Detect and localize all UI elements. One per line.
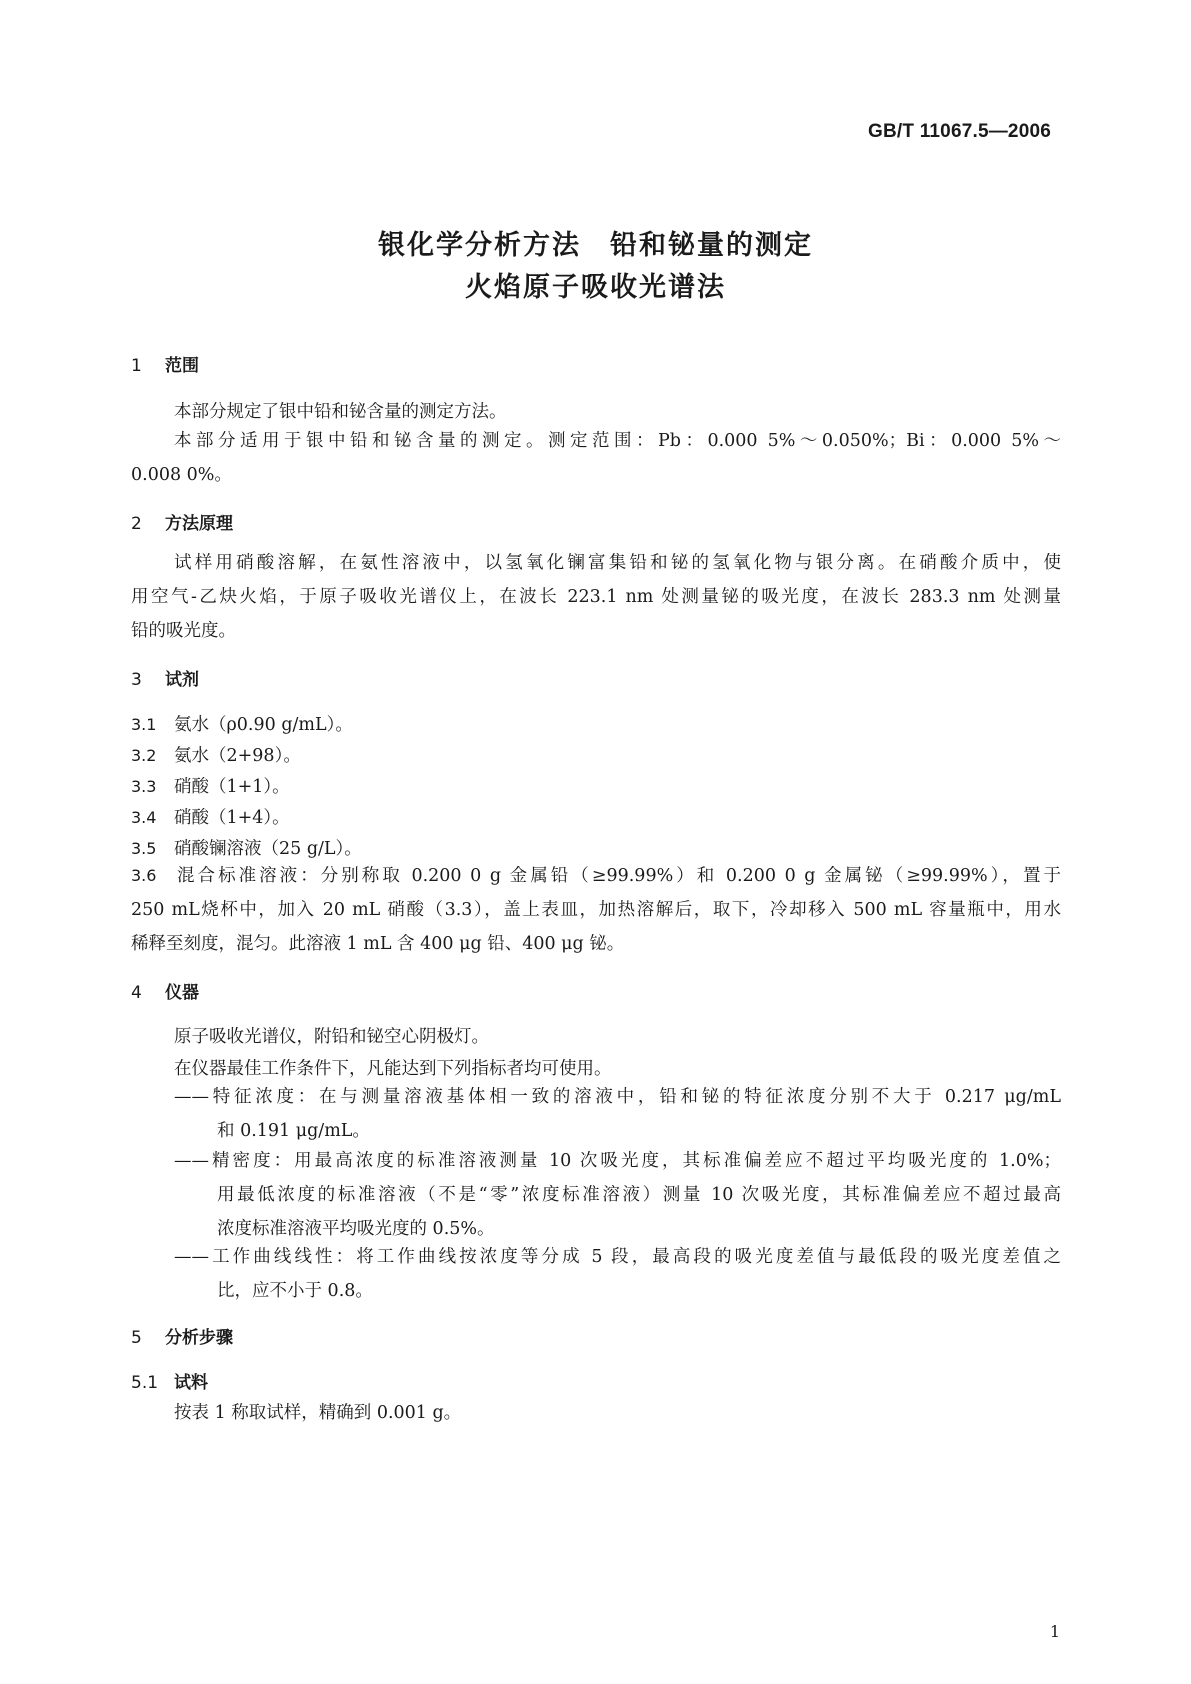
document-title-line1: 银化学分析方法 铅和铋量的测定 bbox=[378, 230, 813, 261]
indicator-precision bbox=[174, 1144, 1061, 1246]
paragraph-line: 用空气-乙炔火焰，于原子吸收光谱仪上，在波长 223.1 nm 处测量铋的吸光度，在波长 283.3 nm 处测量 bbox=[131, 587, 1061, 607]
page-number: 1 bbox=[1049, 1622, 1060, 1641]
standard-number: GB/T 11067.5—2006 bbox=[868, 121, 1051, 142]
paragraph-line: 250 mL烧杯中，加入 20 mL 硝酸（3.3），盖上表皿，加热溶解后，取下，冷却移入 500 mL 容量瓶中，用水 bbox=[131, 900, 1061, 920]
section-title: 仪器 bbox=[165, 983, 199, 1003]
section-title: 方法原理 bbox=[165, 514, 233, 534]
paragraph-line: 本部分适用于银中铅和铋含量的测定。测定范围：Pb：0.000 5%～0.050%；Bi：0.000 5%～ bbox=[174, 431, 1061, 451]
section-1-paragraph-1: 本部分规定了银中铅和铋含量的测定方法。 bbox=[174, 402, 507, 422]
paragraph-line: ——工作曲线线性：将工作曲线按浓度等分成 5 段，最高段的吸光度差值与最低段的吸光度差值之 bbox=[174, 1247, 1061, 1267]
section-number: 5 bbox=[131, 1328, 142, 1348]
reagent-item bbox=[131, 804, 290, 829]
subsection-5-1-text: 按表 1 称取试样，精确到 0.001 g。 bbox=[174, 1403, 462, 1423]
paragraph-line: 0.008 0%。 bbox=[131, 465, 232, 485]
subsection-number: 5.1 bbox=[131, 1373, 159, 1393]
indicator-characteristic-concentration bbox=[174, 1080, 1061, 1148]
document-title-line2: 火焰原子吸收光谱法 bbox=[465, 272, 726, 303]
paragraph-line: 试样用硝酸溶解，在氨性溶液中，以氢氧化镧富集铅和铋的氢氧化物与银分离。在硝酸介质中，使 bbox=[174, 553, 1061, 573]
item-text: 硝酸（1+1）。 bbox=[174, 777, 290, 797]
paragraph-line bbox=[131, 859, 1061, 893]
section-4-heading bbox=[131, 978, 199, 1003]
section-title: 范围 bbox=[165, 356, 199, 376]
item-number: 3.4 bbox=[131, 808, 157, 827]
paragraph-line: 铅的吸光度。 bbox=[131, 621, 236, 641]
paragraph-line: 比，应不小于 0.8。 bbox=[217, 1281, 373, 1301]
subsection-title: 试料 bbox=[174, 1373, 208, 1393]
section-1-heading bbox=[131, 351, 199, 376]
paragraph-line: 和 0.191 μg/mL。 bbox=[217, 1121, 370, 1141]
reagent-item bbox=[131, 711, 353, 736]
item-number: 3.3 bbox=[131, 777, 157, 796]
item-text: 硝酸镧溶液（25 g/L）。 bbox=[174, 839, 362, 859]
section-4-paragraph-1: 原子吸收光谱仪，附铅和铋空心阴极灯。 bbox=[174, 1027, 489, 1047]
item-text: 氨水（2+98）。 bbox=[174, 746, 301, 766]
section-1-paragraph-2 bbox=[131, 424, 1061, 492]
section-number: 1 bbox=[131, 356, 142, 376]
item-number: 3.1 bbox=[131, 715, 157, 734]
section-title: 试剂 bbox=[165, 670, 199, 690]
paragraph-line: ——精密度：用最高浓度的标准溶液测量 10 次吸光度，其标准偏差应不超过平均吸光度的 1.0%； bbox=[174, 1151, 1061, 1171]
reagent-item bbox=[131, 835, 362, 860]
item-text: 氨水（ρ0.90 g/mL）。 bbox=[174, 715, 353, 735]
paragraph-line: 稀释至刻度，混匀。此溶液 1 mL 含 400 μg 铅、400 μg 铋。 bbox=[131, 934, 625, 954]
section-number: 2 bbox=[131, 514, 142, 534]
paragraph-line: ——特征浓度：在与测量溶液基体相一致的溶液中，铅和铋的特征浓度分别不大于 0.217 μg/mL bbox=[174, 1087, 1061, 1107]
item-text: 硝酸（1+4）。 bbox=[174, 808, 290, 828]
item-number: 3.5 bbox=[131, 839, 157, 858]
subsection-5-1-heading bbox=[131, 1368, 208, 1393]
section-title: 分析步骤 bbox=[165, 1328, 233, 1348]
item-text: 混合标准溶液：分别称取 0.200 0 g 金属铅（≥99.99%）和 0.200 0 g 金属铋（≥99.99%），置于 bbox=[174, 866, 1061, 886]
section-2-paragraph bbox=[131, 546, 1061, 648]
reagent-item-3-6 bbox=[131, 859, 1061, 961]
indicator-linearity bbox=[174, 1240, 1061, 1308]
reagent-item bbox=[131, 773, 290, 798]
paragraph-line: 浓度标准溶液平均吸光度的 0.5%。 bbox=[217, 1219, 495, 1239]
paragraph-line: 用最低浓度的标准溶液（不是“零”浓度标准溶液）测量 10 次吸光度，其标准偏差应不超过最高 bbox=[217, 1185, 1061, 1205]
section-4-paragraph-2: 在仪器最佳工作条件下，凡能达到下列指标者均可使用。 bbox=[174, 1059, 612, 1079]
item-number: 3.2 bbox=[131, 746, 157, 765]
section-2-heading bbox=[131, 509, 233, 534]
reagent-item bbox=[131, 742, 301, 767]
item-number: 3.6 bbox=[131, 866, 157, 885]
section-3-heading bbox=[131, 665, 199, 690]
section-number: 3 bbox=[131, 670, 142, 690]
section-number: 4 bbox=[131, 983, 142, 1003]
section-5-heading bbox=[131, 1323, 233, 1348]
